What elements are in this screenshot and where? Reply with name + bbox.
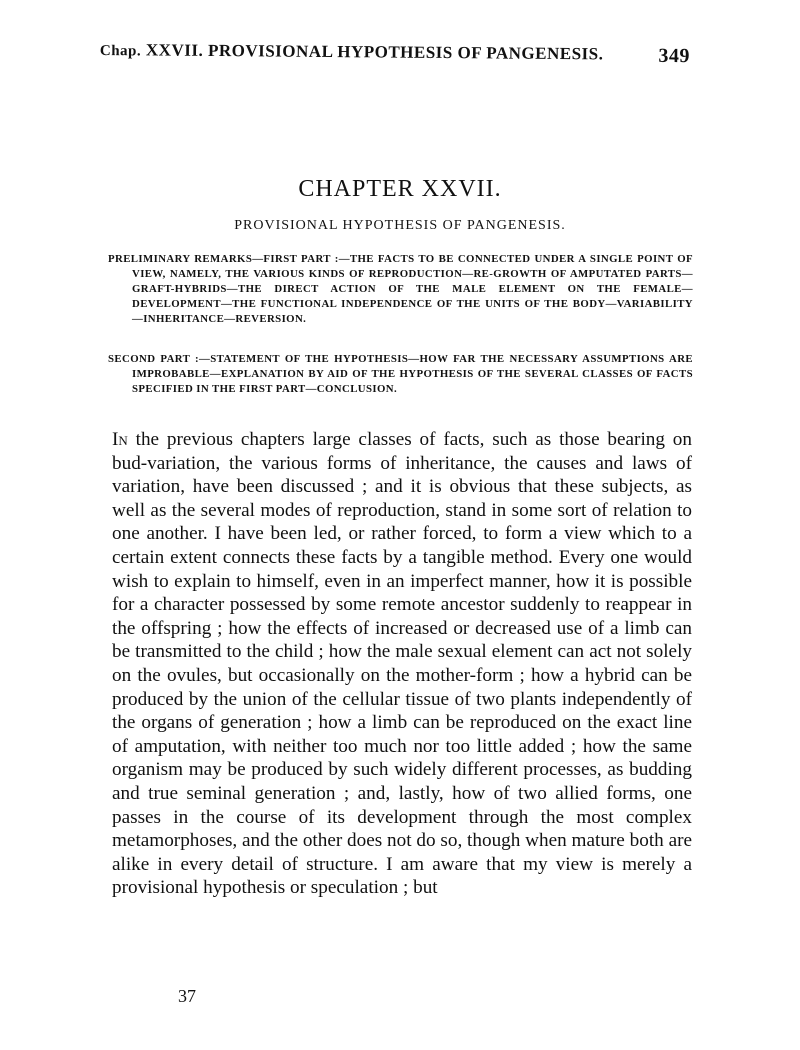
running-head xyxy=(99,40,690,68)
running-head-chapter-label: Chap. xyxy=(99,42,142,60)
chapter-subtitle: PROVISIONAL HYPOTHESIS OF PANGENESIS. xyxy=(234,218,566,233)
paragraph-lead-word: In xyxy=(112,429,128,450)
paragraph-text: the previous chapters large classes of facts, such as those bearing on bud-variation, the various forms of inheritance, the causes and laws of variation, have been discussed ; and it is obvious that these subjects, as well as the several modes of reproduction, stand in some sort of relation to one another. I have been led, or rather forced, to form a view which to a certain extent connects these facts by a tangible method. Every one would wish to explain to himself, even in an imperfect manner, how it is possible for a character possessed by some remote ancestor suddenly to reappear in the offspring ; how the effects of increased or decreased use of a limb can be transmitted to the child ; how the male sexual element can act not solely on the ovules, but occasionally on the mother-form ; how a hybrid can be produced by the union of the cellular tissue of two plants independently of the organs of generation ; how a limb can be reproduced on the exact line of amputation, with neither too much nor too little added ; how the same organism may be produced by such widely different processes, as budding and true seminal generation ; and, lastly, how of two allied forms, one passes in the course of its development through the most complex metamorphoses, and the other does not do so, though when mature both are alike in every detail of structure. I am aware that my view is merely a provisional hypothesis or speculation ; but xyxy=(112,429,692,899)
running-head-title: XXVII. PROVISIONAL HYPOTHESIS OF PANGENESIS. xyxy=(145,40,604,64)
body-paragraph xyxy=(112,428,692,900)
chapter-title: CHAPTER XXVII. xyxy=(298,176,502,202)
signature-mark: 37 xyxy=(178,986,196,1006)
page-number: 349 xyxy=(658,44,690,68)
chapter-summary-part-one: PRELIMINARY REMARKS—FIRST PART :—THE FACTS TO BE CONNECTED UNDER A SINGLE POINT OF VIEW, NAMELY, THE VARIOUS KINDS OF REPRODUCTION—RE-GROWTH OF AMPUTATED PARTS—GRAFT-HYBRIDS—THE DIRECT ACTION OF THE MALE ELEMENT ON THE FEMALE—DEVELOPMENT—THE FUNCTIONAL INDEPENDENCE OF THE UNITS OF THE BODY—VARIABILITY —INHERITANCE—REVERSION. xyxy=(108,253,693,325)
chapter-summary-part-two: SECOND PART :—STATEMENT OF THE HYPOTHESIS—HOW FAR THE NECESSARY ASSUMPTIONS ARE IMPROBABLE—EXPLANATION BY AID OF THE HYPOTHESIS OF THE SEVERAL CLASSES OF FACTS SPECIFIED IN THE FIRST PART—CONCLUSION. xyxy=(108,353,693,395)
